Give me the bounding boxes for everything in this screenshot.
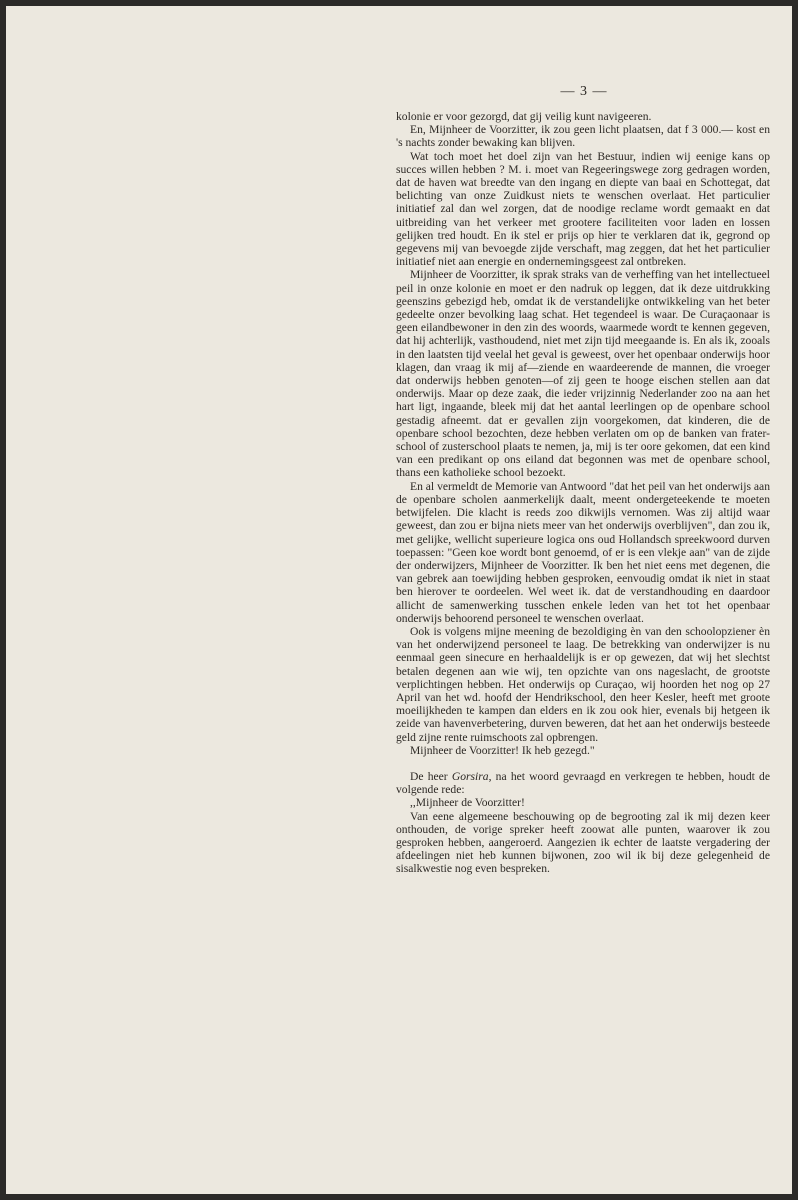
paragraph: kolonie er voor gezorgd, dat gij veilig kunt navigeeren.: [396, 110, 652, 123]
paragraph: En al vermeldt de Memorie van Antwoord "dat het peil van het onderwijs aan de openbare scholen aanmerkelijk daalt, meent ondergeteekende te moeten betwijfelen. Die klacht is reeds zoo dikwijls vernomen. Was zij altijd waar geweest, dan zou er bijna niets meer van het onderwijs overblijven", dan zou ik, met gelijke, wellicht superieure logica ons oud Hollandsch spreekwoord durven toepassen: "Geen koe wordt bont genoemd, of er is een vlekje aan" van de zijde der onderwijzers, Mijnheer de Voorzitter. Ik ben het niet eens met degenen, die van gebrek aan toewijding hebben gesproken, eenvoudig omdat ik niet in staat ben hierover te oordeelen. Wel weet ik. dat de verstandhouding en daardoor allicht de samenwerking tusschen enkele leden van het tot het openbaar onderwijs behoorend personeel te wenschen overlaat.: [396, 479, 770, 625]
paragraph: Mijnheer de Voorzitter, ik sprak straks van de verheffing van het intellectueel peil in onze kolonie en moet er den nadruk op leggen, dat ik deze uitdrukking geenszins gebezigd heb, omdat ik de verstandelijke ontwikkeling van het beter gedeelte onzer bevolking laag schat. Het tegendeel is waar. De Curaçaonaar is geen eilandbewoner in den zin des woords, waarmede wordt te kennen gegeven, dat hij achterlijk, vasthoudend, niet met zijn tijd meegaande is. En als ik, zooals in den laatsten tijd veelal het geval is geweest, over het openbaar onderwijs hoor klagen, dan vraag ik mij af—ziende en waardeerende de mannen, die vroeger dat onderwijs hebben genoten—of zij geen te hooge eischen stellen aan dat onderwijs. Maar op deze zaak, die ieder vrijzinnig Nederlander zoo na aan het hart ligt, ingaande, bleek mij dat het aantal leerlingen op de openbare school gestadig afneemt. dat er gevallen zijn voorgekomen, dat kinderen, die de openbare school bezochten, deze hebben verlaten om op de banken van frater-school of zusterschool plaats te nemen, ja, mij is ter oore gekomen, dat een kind van een predikant op ons eiland dat begonnen was met de openbare school, thans een katholieke school bezoekt.: [396, 268, 770, 480]
salutation: ,,Mijnheer de Voorzitter!: [410, 796, 525, 810]
scanned-page: [6, 6, 792, 1194]
paragraph: Wat toch moet het doel zijn van het Bestuur, indien wij eenige kans op succes willen hebben ? M. i. moet van Regeeringswege zorg gedragen worden, dat de haven wat breedte van den ingang en diepte van baai en Schottegat, dat belichting van onze Zuidkust niets te wenschen overlaat. Het particulier initiatief zal dan wel zorgen, dat de noodige reclame wordt gemaakt en dat uitbreiding van het verkeer met grootere faciliteiten voor laden en lossen gelijken tred houdt. En ik stel er prijs op hier te verklaren dat ik, gegrond op gegevens mij van bevoegde zijde verschaft, mag zeggen, dat het het particulier initiatief niet aan energie en ondernemingsgeest zal ontbreken.: [396, 149, 770, 269]
paragraph: Mijnheer de Voorzitter! Ik heb gezegd.": [410, 743, 595, 757]
speaker-rest: , na het woord gevraagd en verkregen te hebben, houdt de volgende rede:: [396, 769, 770, 797]
speaker-intro: De heer: [410, 769, 452, 783]
speaker-paragraph: [396, 770, 770, 796]
speaker-name: Gorsira: [451, 769, 489, 783]
page-number: — 3 —: [560, 84, 608, 99]
paragraph: En, Mijnheer de Voorzitter, ik zou geen licht plaatsen, dat f 3 000.— kost en 's nachts zonder bewaking kan blijven.: [396, 123, 770, 150]
text-column: [396, 110, 770, 876]
paragraph: Ook is volgens mijne meening de bezoldiging èn van den schoolopziener èn van het onderwijzend personeel te laag. De betrekking van onderwijzer is nu eenmaal geen sinecure en herhaaldelijk is er op gewezen, dat wij het slechtst betalen degenen aan wie wij, ten opzichte van ons nageslacht, de grootste verplichtingen hebben. Het onderwijs op Curaçao, wij hoorden het nog op 27 April van het wd. hoofd der Hendrikschool, den heer Kesler, heeft met groote moeilijkheden te kampen dan elders en ik zou ook hier, evenals bij hetgeen ik zeide van havenverbetering, durven beweren, dat het aan het onderwijs besteede geld zijne rente ruimschoots zal opbrengen.: [396, 624, 770, 744]
paragraph: Van eene algemeene beschouwing op de begrooting zal ik mij dezen keer onthouden, de vorige spreker heeft zoowat alle punten, waarover ik zou gesproken hebben, aangeroerd. Aangezien ik echter de laatste vergadering der afdeelingen niet heb kunnen bijwonen, zoo wil ik bij deze gelegenheid de sisalkwestie nog even bespreken.: [396, 809, 770, 876]
